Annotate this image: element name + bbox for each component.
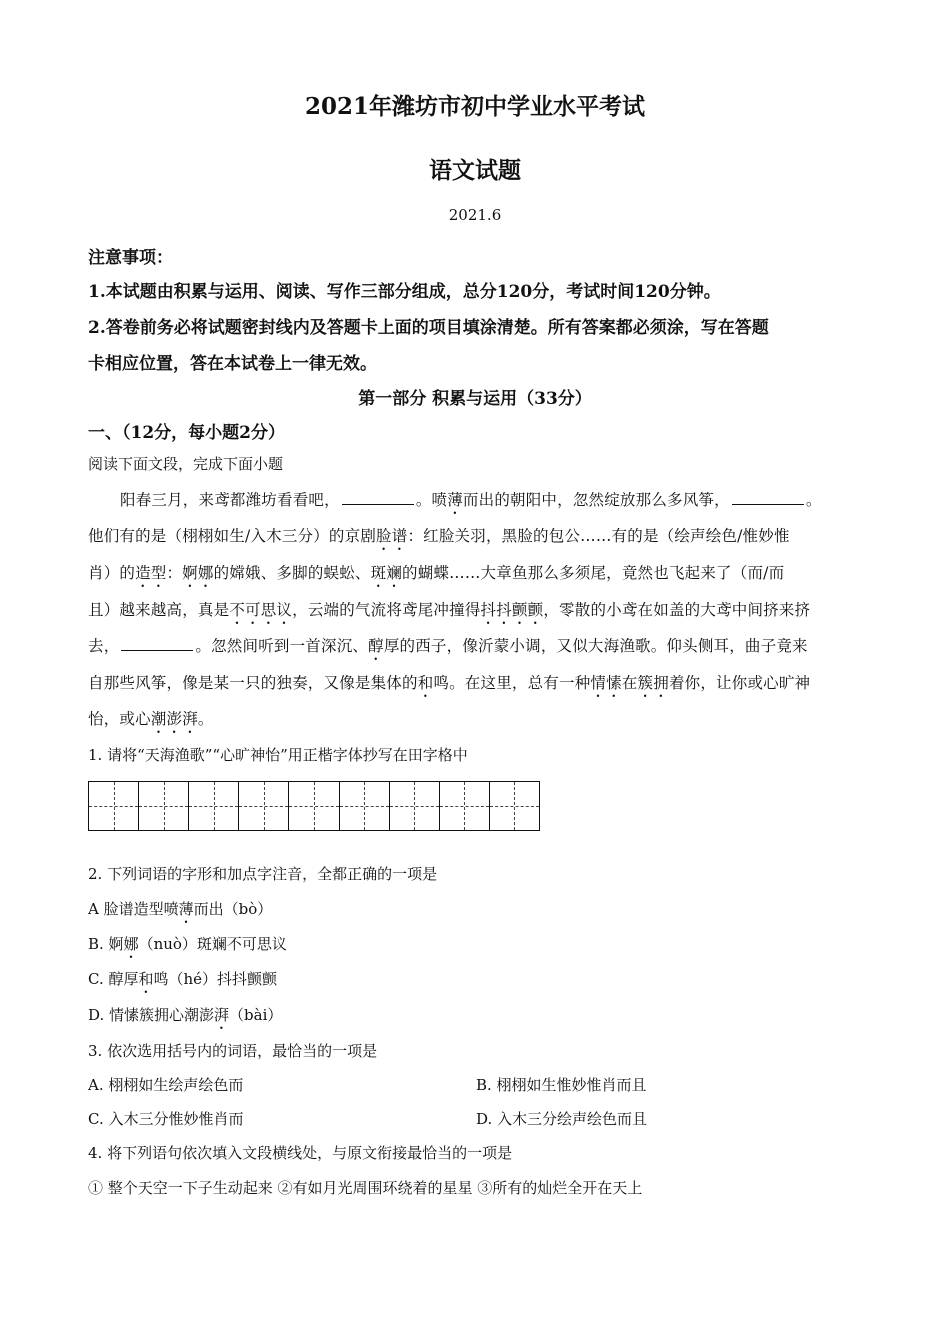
- answer-blank-2: [732, 490, 804, 505]
- grid-cell: [390, 782, 440, 830]
- reading-instruction: 阅读下面文段，完成下面小题: [88, 455, 284, 473]
- grid-cell: [239, 782, 289, 830]
- question-3-option-a: A. 栩栩如生绘声绘色而: [88, 1076, 244, 1094]
- grid-cell: [490, 782, 539, 830]
- notes-item-2-line-1: 2.答卷前务必将试题密封线内及答题卡上面的项目填涂清楚。所有答案都必须涂，写在答题: [88, 318, 769, 338]
- question-3-option-c: C. 入木三分惟妙惟肖而: [88, 1110, 244, 1128]
- exam-subtitle: 语文试题: [429, 157, 521, 184]
- question-4-stem: 4. 将下列语句依次填入文段横线处，与原文衔接最恰当的一项是: [88, 1144, 513, 1162]
- question-1: 1. 请将“天海渔歌”“心旷神怡”用正楷字体抄写在田字格中: [88, 746, 468, 764]
- exam-title: 2021年潍坊市初中学业水平考试: [304, 93, 645, 120]
- passage-line-1: 阳春三月，来鸢都潍坊看看吧， 。喷薄而出的朝阳中，忽然绽放那么多风筝， 。: [120, 491, 822, 509]
- notes-item-2-line-2: 卡相应位置，答在本试卷上一律无效。: [88, 354, 377, 374]
- question-2-option-b: B. 婀娜（nuò）斑斓不可思议: [88, 935, 287, 953]
- question-2-stem: 2. 下列词语的字形和加点字注音，全都正确的一项是: [88, 865, 438, 883]
- grid-cell: [340, 782, 390, 830]
- grid-cell: [139, 782, 189, 830]
- part-1-title: 第一部分 积累与运用（33分）: [358, 389, 592, 409]
- passage-line-3: 肖）的造型：婀娜的嫦娥、多脚的蜈蚣、斑斓的蝴蝶……大章鱼那么多须尾，竟然也飞起来了（而/而: [88, 564, 785, 582]
- question-2-option-d: D. 情愫簇拥心潮澎湃（bài）: [88, 1006, 283, 1024]
- answer-blank-3: [121, 636, 193, 651]
- passage-line-7: 怡，或心潮澎湃。: [88, 710, 214, 728]
- question-2-option-a: A 脸谱造型喷薄而出（bò）: [88, 900, 273, 918]
- exam-date: 2021.6: [448, 206, 502, 224]
- question-3-stem: 3. 依次选用括号内的词语，最恰当的一项是: [88, 1042, 378, 1060]
- grid-cell: [189, 782, 239, 830]
- passage-line-4: 且）越来越高，真是不可思议，云端的气流将鸢尾冲撞得抖抖颤颤，零散的小鸢在如盖的大鸢中间挤来挤: [88, 601, 811, 619]
- passage-line-6: 自那些风筝，像是某一只的独奏，又像是集体的和鸣。在这里，总有一种情愫在簇拥着你，让你或心旷神: [88, 674, 811, 692]
- grid-cell: [89, 782, 139, 830]
- passage-line-2: 他们有的是（栩栩如生/入木三分）的京剧脸谱：红脸关羽，黑脸的包公……有的是（绘声绘色/惟妙惟: [88, 527, 790, 545]
- section-1-heading: 一、（12分，每小题2分）: [88, 423, 285, 443]
- passage-line-5: 去， 。忽然间听到一首深沉、醇厚的西子，像沂蒙小调，又似大海渔歌。仰头侧耳，曲子竟来: [88, 637, 808, 655]
- answer-blank-1: [342, 490, 414, 505]
- question-3-option-d: D. 入木三分绘声绘色而且: [476, 1110, 648, 1128]
- question-3-option-b: B. 栩栩如生惟妙惟肖而且: [476, 1076, 647, 1094]
- grid-cell: [289, 782, 339, 830]
- question-2-option-c: C. 醇厚和鸣（hé）抖抖颤颤: [88, 970, 278, 988]
- question-4-sentences: ① 整个天空一下子生动起来 ②有如月光周围环绕着的星星 ③所有的灿烂全开在天上: [88, 1179, 643, 1197]
- tianzige-grid: [88, 781, 540, 831]
- notes-item-1: 1.本试题由积累与运用、阅读、写作三部分组成，总分120分，考试时间120分钟。: [88, 282, 721, 302]
- grid-cell: [440, 782, 490, 830]
- notes-heading: 注意事项：: [88, 248, 173, 268]
